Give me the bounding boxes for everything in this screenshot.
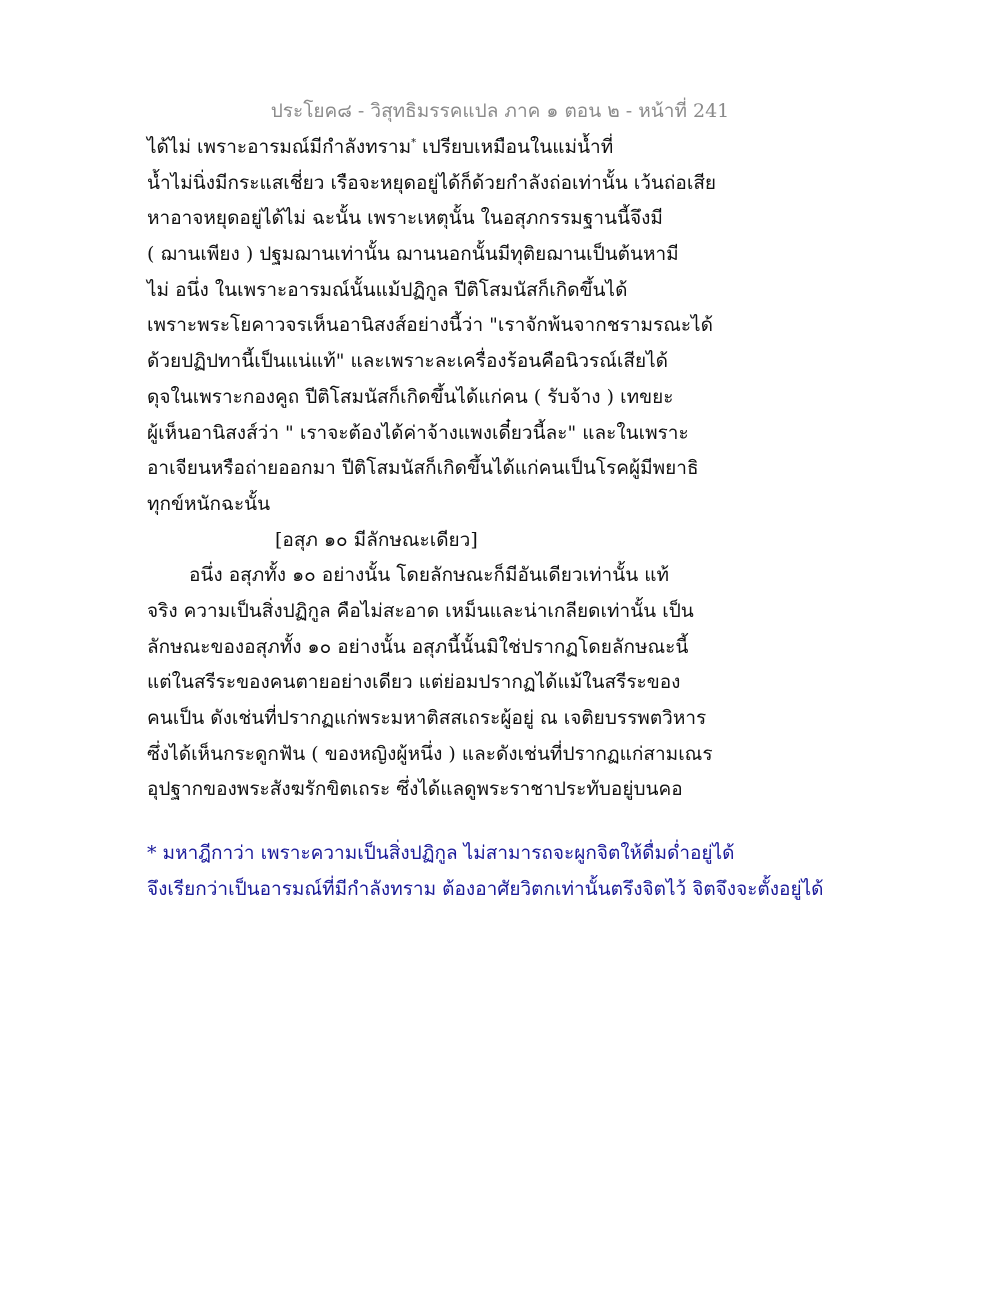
footnote-line: จึงเรียกว่าเป็นอารมณ์ที่มีกำลังทราม ต้องอาศัยวิตกเท่านั้นตรึงจิตไว้ จิตจึงจะตั้งอยู่ได้ bbox=[147, 877, 824, 900]
running-header bbox=[0, 96, 1000, 126]
footnote-marker: * bbox=[411, 137, 417, 149]
running-header-text: ประโยค๘ - วิสุทธิมรรคแปล ภาค ๑ ตอน ๒ - หน้าที่ 241 bbox=[270, 100, 730, 122]
text-line: อนึ่ง อสุภทั้ง ๑๐ อย่างนั้น โดยลักษณะก็มีอันเดียวเท่านั้น แท้ bbox=[189, 564, 670, 587]
text-line: หาอาจหยุดอยู่ได้ไม่ ฉะนั้น เพราะเหตุนั้น ในอสุภกรรมฐานนี้จึงมี bbox=[147, 207, 663, 230]
text-line: ทุกข์หนักฉะนั้น bbox=[147, 492, 271, 515]
text-line: เพราะพระโยคาวจรเห็นอานิสงส์อย่างนี้ว่า "เราจักพ้นจากชรามรณะได้ bbox=[147, 314, 713, 337]
footnote-line: * มหาฎีกาว่า เพราะความเป็นสิ่งปฏิกูล ไม่สามารถจะผูกจิตให้ดื่มด่ำอยู่ได้ bbox=[147, 842, 735, 864]
text-line: ซึ่งได้เห็นกระดูกฟัน ( ของหญิงผู้หนึ่ง ) และดังเช่นที่ปรากฏแก่สามเณร bbox=[147, 742, 713, 765]
text-segment: เปรียบเหมือนในแม่น้ำที่ bbox=[416, 136, 614, 158]
text-line: อุปฐากของพระสังฆรักขิตเถระ ซึ่งได้แลดูพระราชาประทับอยู่บนคอ bbox=[147, 778, 683, 801]
text-line: น้ำไม่นิ่งมีกระแสเชี่ยว เรือจะหยุดอยู่ได้ก็ด้วยกำลังถ่อเท่านั้น เว้นถ่อเสีย bbox=[147, 171, 717, 194]
text-line: ไม่ อนึ่ง ในเพราะอารมณ์นั้นแม้ปฏิกูล ปีติโสมนัสก็เกิดขึ้นได้ bbox=[147, 278, 628, 301]
text-line: ลักษณะของอสุภทั้ง ๑๐ อย่างนั้น อสุภนี้นั้นมิใช่ปรากฏโดยลักษณะนี้ bbox=[147, 635, 689, 658]
text-line bbox=[147, 130, 747, 166]
text-line: ผู้เห็นอานิสงส์ว่า " เราจะต้องได้ค่าจ้างแพงเดี๋ยวนี้ละ" และในเพราะ bbox=[147, 421, 689, 444]
text-segment: ได้ไม่ เพราะอารมณ์มีกำลังทราม bbox=[147, 136, 412, 158]
text-line: จริง ความเป็นสิ่งปฏิกูล คือไม่สะอาด เหม็นและน่าเกลียดเท่านั้น เป็น bbox=[147, 599, 694, 622]
footnote bbox=[147, 836, 867, 907]
text-line: อาเจียนหรือถ่ายออกมา ปีติโสมนัสก็เกิดขึ้นได้แก่คนเป็นโรคผู้มีพยาธิ bbox=[147, 457, 699, 480]
text-line: ดุจในเพราะกองคูถ ปีติโสมนัสก็เกิดขึ้นได้แก่คน ( รับจ้าง ) เทขยะ bbox=[147, 385, 674, 408]
section-subheading: [อสุภ ๑๐ มีลักษณะเดียว] bbox=[275, 528, 478, 551]
text-line: ( ฌานเพียง ) ปฐมฌานเท่านั้น ฌานนอกนั้นมีทุติยฌานเป็นต้นหามี bbox=[147, 243, 679, 266]
main-text bbox=[147, 130, 747, 808]
text-line: ด้วยปฏิปทานี้เป็นแน่แท้" และเพราะละเครื่องร้อนคือนิวรณ์เสียได้ bbox=[147, 350, 668, 373]
text-line: แต่ในสรีระของคนตายอย่างเดียว แต่ย่อมปรากฏได้แม้ในสรีระของ bbox=[147, 671, 681, 694]
text-line: คนเป็น ดังเช่นที่ปรากฏแก่พระมหาติสสเถระผู้อยู่ ณ เจติยบรรพตวิหาร bbox=[147, 707, 707, 729]
